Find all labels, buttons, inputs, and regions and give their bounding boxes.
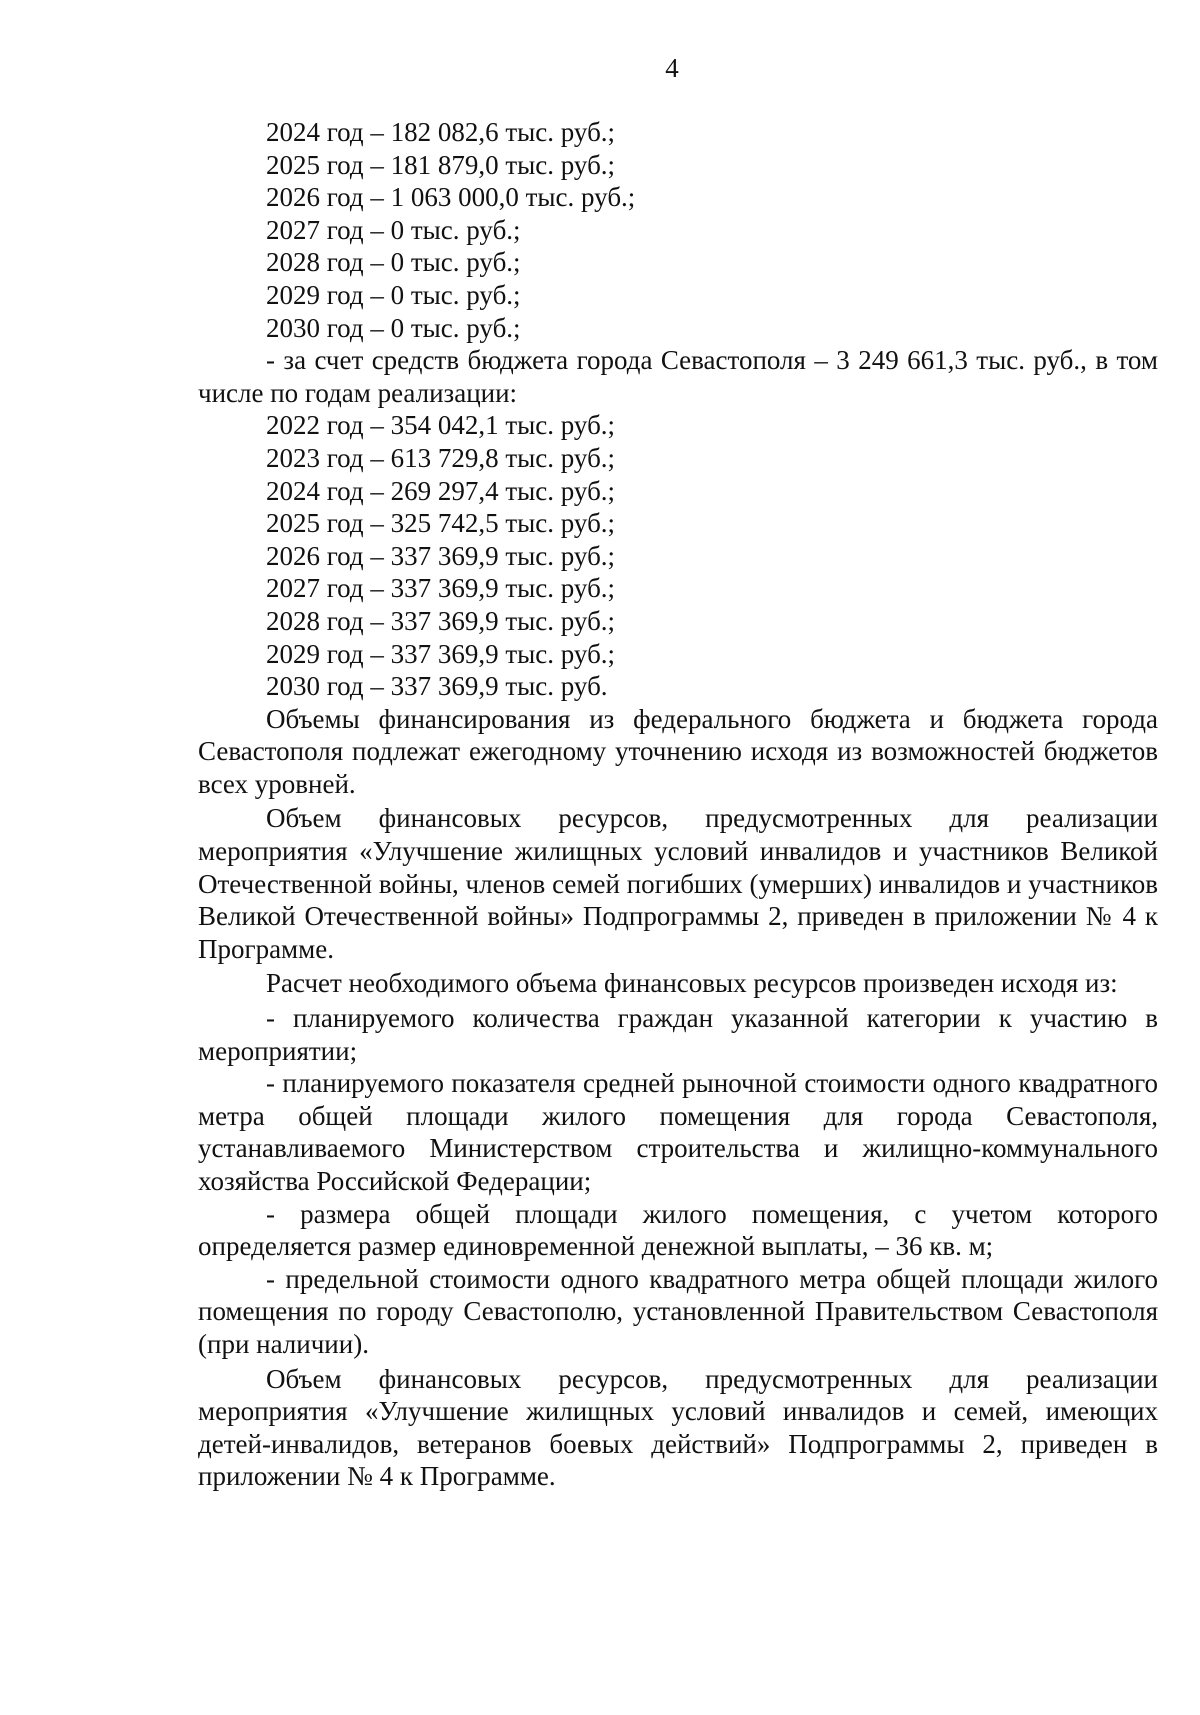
year-line: 2024 год – 269 297,4 тыс. руб.; <box>266 475 616 506</box>
paragraph-wwii-measure: Объем финансовых ресурсов, предусмотренных для реализации мероприятия «Улучшение жилищных условий инвалидов и участников Великой Отечественной войны, членов семей погибших (умерших) инвалидов и участников Великой Отечественной войны» Подпрограммы 2, приведен в приложении № 4 к Программе. <box>198 803 1158 964</box>
year-line: 2023 год – 613 729,8 тыс. руб.; <box>266 442 616 473</box>
year-line: 2026 год – 337 369,9 тыс. руб.; <box>266 540 616 571</box>
year-line: 2024 год – 182 082,6 тыс. руб.; <box>266 117 616 147</box>
year-line: 2027 год – 0 тыс. руб.; <box>266 214 521 245</box>
paragraph-calculation-basis: Расчет необходимого объема финансовых ресурсов произведен исходя из: <box>266 968 1118 999</box>
year-line: 2030 год – 0 тыс. руб.; <box>266 312 521 343</box>
year-line: 2026 год – 1 063 000,0 тыс. руб.; <box>266 182 636 213</box>
year-line: 2027 год – 337 369,9 тыс. руб.; <box>266 573 616 604</box>
city-years-list <box>198 409 1158 702</box>
list-item-citizens-count: - планируемого количества граждан указанной категории к участию в мероприятии; <box>198 1003 1158 1066</box>
list-item-area-size: - размера общей площади жилого помещения, с учетом которого определяется размер единовременной денежной выплаты, – 36 кв. м; <box>198 1198 1158 1262</box>
page-number: 4 <box>665 53 679 83</box>
list-item-max-price: - предельной стоимости одного квадратного метра общей площади жилого помещения по городу Севастополю, установленной Правительством Севастополя (при наличии). <box>198 1263 1158 1359</box>
paragraph-disabled-families-measure: Объем финансовых ресурсов, предусмотренных для реализации мероприятия «Улучшение жилищных условий инвалидов и семей, имеющих детей-инвалидов, ветеранов боевых действий» Подпрограммы 2, приведен в приложении № 4 к Программе. <box>198 1363 1158 1492</box>
year-line: 2029 год – 337 369,9 тыс. руб.; <box>266 638 616 669</box>
year-line: 2025 год – 325 742,5 тыс. руб.; <box>266 508 616 539</box>
year-line: 2028 год – 337 369,9 тыс. руб.; <box>266 605 616 636</box>
paragraph-funding-adjustment: Объемы финансирования из федерального бюджета и бюджета города Севастополя подлежат ежегодному уточнению исходя из возможностей бюджетов всех уровней. <box>198 703 1158 799</box>
year-line: 2030 год – 337 369,9 тыс. руб. <box>266 671 608 702</box>
year-line: 2028 год – 0 тыс. руб.; <box>266 247 521 278</box>
document-body <box>198 116 1158 1493</box>
year-line: 2022 год – 354 042,1 тыс. руб.; <box>266 410 616 441</box>
federal-years-list <box>198 116 1158 344</box>
list-item-market-price: - планируемого показателя средней рыночной стоимости одного квадратного метра общей площади жилого помещения для города Севастополя, устанавливаемого Министерством строительства и жилищно-коммунального хозяйства Российской Федерации; <box>198 1068 1158 1196</box>
year-line: 2029 год – 0 тыс. руб.; <box>266 279 521 310</box>
city-budget-intro: - за счет средств бюджета города Севастополя – 3 249 661,3 тыс. руб., в том числе по годам реализации: <box>198 345 1158 408</box>
year-line: 2025 год – 181 879,0 тыс. руб.; <box>266 149 616 180</box>
